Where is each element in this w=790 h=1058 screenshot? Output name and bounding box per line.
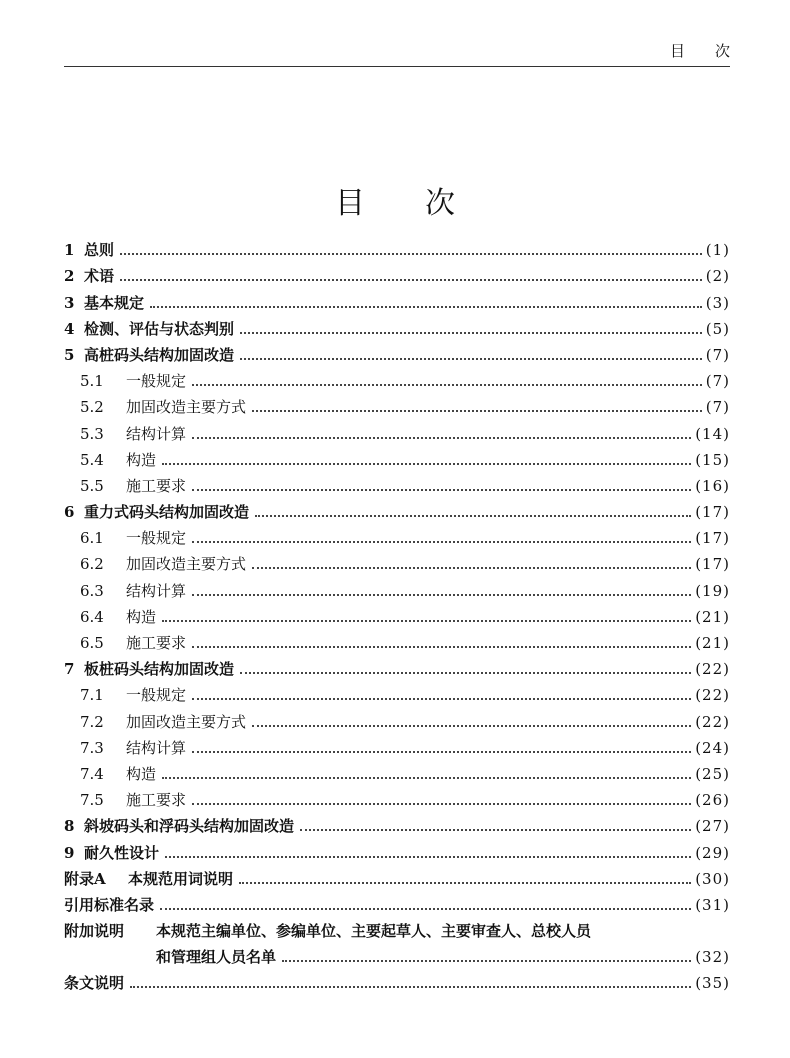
toc-entry-page: (21)	[695, 634, 730, 652]
toc-entry-page: (24)	[695, 738, 730, 757]
toc-entry[interactable]	[64, 551, 730, 577]
toc-entry-title: 结构计算	[126, 738, 187, 757]
toc-entry-number: 6.5	[80, 634, 104, 652]
toc-entry-page: (31)	[695, 895, 730, 914]
toc-entry-page: (15)	[695, 450, 730, 469]
toc-entry[interactable]	[64, 263, 730, 289]
toc-entry[interactable]	[64, 787, 730, 813]
toc-entry-page: (29)	[695, 843, 730, 862]
toc-entry-number: 7	[64, 660, 75, 679]
toc-entry-number: 5.4	[80, 450, 104, 469]
toc-leader-dots	[300, 829, 691, 831]
toc-entry-title: 构造	[126, 607, 157, 626]
toc-entry-title: 结构计算	[126, 581, 187, 600]
toc-entry-page: (26)	[695, 791, 730, 810]
toc-entry[interactable]	[64, 735, 730, 761]
toc-entry[interactable]	[64, 708, 730, 734]
toc-entry-title: 加固改造主要方式	[126, 712, 247, 731]
toc-entry-page: (21)	[695, 607, 730, 626]
toc-leader-dots	[240, 672, 691, 674]
toc-entry[interactable]	[64, 342, 730, 368]
toc-entry-title: 一般规定	[126, 372, 187, 391]
toc-entry-number: 7.3	[80, 738, 104, 757]
toc-entry-number: 5.3	[80, 424, 104, 443]
toc-entry-page: (25)	[695, 764, 730, 783]
toc-leader-dots	[160, 908, 691, 910]
toc-leader-dots	[192, 489, 691, 491]
toc-entry[interactable]	[64, 316, 730, 342]
toc-entry-title: 总则	[84, 241, 115, 260]
toc-entry-number: 3	[64, 293, 75, 312]
toc-entry-page: (2)	[705, 267, 730, 286]
toc-leader-dots	[192, 594, 691, 596]
toc-additional-line1: 本规范主编单位、参编单位、主要起草人、主要审查人、总校人员	[156, 921, 592, 940]
toc-entry-page: (22)	[695, 660, 730, 679]
toc-leader-dots	[120, 279, 702, 281]
toc-entry-title: 施工要求	[126, 634, 187, 652]
toc-leader-dots	[192, 698, 691, 700]
toc-leader-dots	[150, 306, 702, 308]
toc-entry-number: 8	[64, 817, 75, 836]
toc-entry-page: (22)	[695, 712, 730, 731]
toc-leader-dots	[192, 384, 702, 386]
toc-entry[interactable]	[64, 447, 730, 473]
toc-leader-dots	[165, 856, 691, 858]
toc-entry-title: 条文说明	[64, 974, 125, 993]
toc-entry-title: 基本规定	[84, 293, 145, 312]
toc-leader-dots	[162, 463, 691, 465]
toc-entry-title: 术语	[84, 267, 115, 286]
toc-entry[interactable]	[64, 630, 730, 656]
toc-leader-dots	[130, 986, 691, 988]
toc-entry-page: (14)	[695, 424, 730, 443]
toc-leader-dots	[120, 253, 702, 255]
toc-entry[interactable]	[64, 394, 730, 420]
toc-entry-page: (32)	[695, 948, 730, 967]
toc-entry-additional-cont[interactable]	[64, 944, 730, 970]
toc-leader-dots	[282, 960, 691, 962]
running-head-text: 目次	[669, 42, 760, 60]
toc-entry-page: (7)	[705, 398, 730, 417]
toc-entry[interactable]	[64, 368, 730, 394]
toc-entry-title: 施工要求	[126, 791, 187, 810]
toc-entry-page: (3)	[705, 293, 730, 312]
toc-entry-additional[interactable]	[64, 918, 730, 944]
toc-entry-number: 2	[64, 267, 75, 286]
toc-entry[interactable]	[64, 656, 730, 682]
toc-entry-number: 6.2	[80, 555, 104, 574]
toc-entry[interactable]	[64, 499, 730, 525]
table-of-contents	[64, 237, 730, 996]
page-title: 目次	[335, 186, 515, 221]
toc-entry-number: 4	[64, 319, 75, 338]
toc-entry-number: 5.1	[80, 372, 104, 391]
toc-entry-number: 5.5	[80, 476, 104, 495]
toc-entry-title: 一般规定	[126, 686, 187, 705]
toc-entry-number: 5	[64, 345, 75, 364]
toc-entry-number: 9	[64, 843, 75, 862]
toc-entry-title: 一般规定	[126, 529, 187, 548]
toc-entry[interactable]	[64, 682, 730, 708]
toc-leader-dots	[162, 777, 691, 779]
toc-entry[interactable]	[64, 761, 730, 787]
toc-entry[interactable]	[64, 420, 730, 446]
toc-entry[interactable]	[64, 839, 730, 865]
toc-entry-title: 耐久性设计	[84, 843, 160, 862]
toc-entry-page: (17)	[695, 529, 730, 548]
toc-entry-title: 板桩码头结构加固改造	[84, 660, 235, 679]
toc-entry-title: 本规范用词说明	[128, 869, 234, 888]
toc-leader-dots	[192, 437, 691, 439]
toc-entry-title: 斜坡码头和浮码头结构加固改造	[84, 817, 295, 836]
toc-entry-number: 7.2	[80, 712, 104, 731]
toc-entry-number: 7.1	[80, 686, 104, 705]
toc-entry-explanation[interactable]	[64, 970, 730, 996]
toc-entry-number: 5.2	[80, 398, 104, 417]
toc-entry[interactable]	[64, 813, 730, 839]
toc-entry-title: 施工要求	[126, 476, 187, 495]
toc-entry-number: 6	[64, 503, 75, 522]
toc-entry-page: (19)	[695, 581, 730, 600]
toc-entry-number: 7.4	[80, 764, 104, 783]
toc-entry[interactable]	[64, 237, 730, 263]
toc-entry[interactable]	[64, 604, 730, 630]
toc-entry[interactable]	[64, 577, 730, 603]
toc-entry-number: 1	[64, 241, 75, 260]
toc-entry-number: 7.5	[80, 791, 104, 810]
toc-leader-dots	[192, 803, 691, 805]
toc-leader-dots	[240, 332, 702, 334]
toc-additional-line2: 和管理组人员名单	[156, 948, 277, 967]
toc-entry[interactable]	[64, 892, 730, 918]
toc-leader-dots	[252, 410, 702, 412]
toc-leader-dots	[192, 646, 691, 648]
toc-entry-page: (17)	[695, 555, 730, 574]
toc-leader-dots	[255, 515, 691, 517]
toc-entry[interactable]	[64, 289, 730, 315]
toc-entry-page: (27)	[695, 817, 730, 836]
toc-entry-title: 加固改造主要方式	[126, 555, 247, 574]
toc-leader-dots	[252, 725, 691, 727]
toc-entry-number: 6.4	[80, 607, 104, 626]
toc-entry-page: (17)	[695, 503, 730, 522]
toc-entry-number: 6.1	[80, 529, 104, 548]
toc-leader-dots	[252, 567, 691, 569]
toc-entry-page: (7)	[705, 345, 730, 364]
toc-additional-label: 附加说明	[64, 921, 125, 940]
toc-leader-dots	[240, 358, 702, 360]
toc-entry-title: 加固改造主要方式	[126, 398, 247, 417]
toc-entry-page: (35)	[695, 974, 730, 993]
running-head	[64, 40, 760, 67]
toc-entry-title: 结构计算	[126, 424, 187, 443]
toc-entry[interactable]	[64, 525, 730, 551]
toc-entry-page: (5)	[705, 319, 730, 338]
toc-entry-page: (1)	[705, 241, 730, 260]
toc-entry-page: (22)	[695, 686, 730, 705]
toc-entry[interactable]	[64, 473, 730, 499]
toc-entry-number: 附录A	[64, 869, 106, 888]
toc-entry-page: (7)	[705, 372, 730, 391]
toc-entry-title: 引用标准名录	[64, 895, 155, 914]
toc-leader-dots	[239, 882, 691, 884]
toc-entry-title: 构造	[126, 450, 157, 469]
toc-entry-title: 重力式码头结构加固改造	[84, 503, 250, 522]
toc-entry[interactable]	[64, 866, 730, 892]
toc-leader-dots	[192, 751, 691, 753]
toc-entry-title: 高桩码头结构加固改造	[84, 345, 235, 364]
toc-leader-dots	[192, 541, 691, 543]
toc-entry-title: 构造	[126, 764, 157, 783]
toc-entry-title: 检测、评估与状态判别	[84, 319, 235, 338]
toc-entry-page: (30)	[695, 869, 730, 888]
toc-entry-page: (16)	[695, 476, 730, 495]
toc-leader-dots	[162, 620, 691, 622]
toc-entry-number: 6.3	[80, 581, 104, 600]
